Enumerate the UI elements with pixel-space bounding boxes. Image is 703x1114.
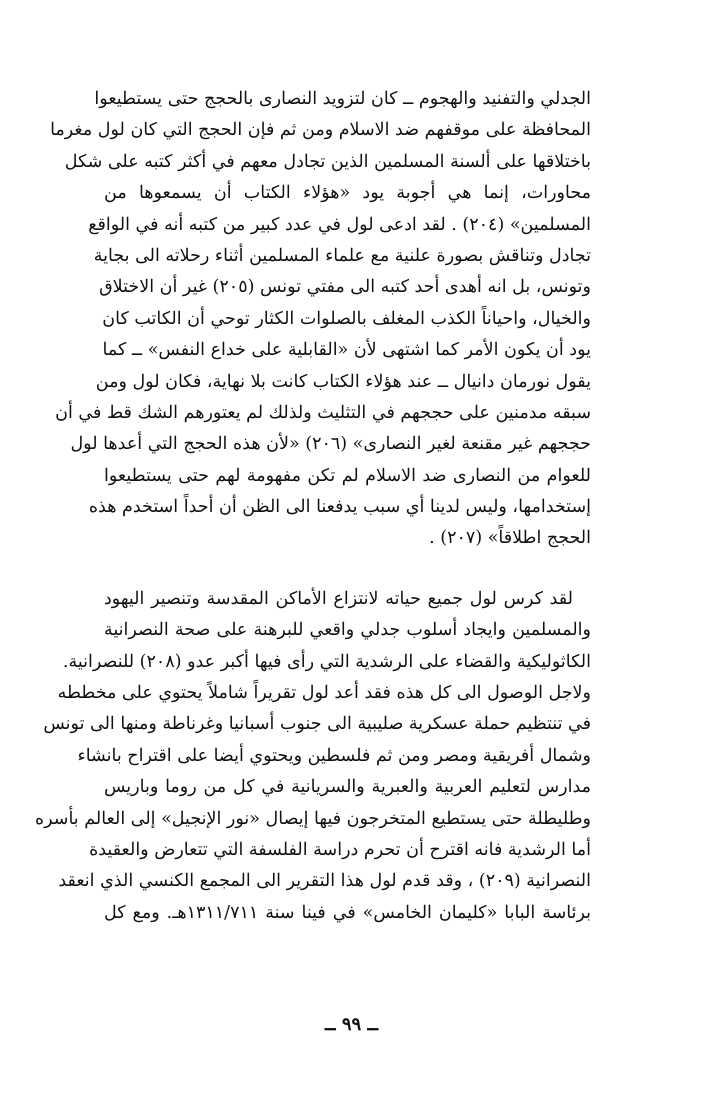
text-line: إستخدامها، وليس لدينا أي سبب يدفعنا الى الظن أن أحداً استخدم هذه [88,497,591,518]
text-line: والمسلمين وايجاد أسلوب جدلي واقعي للبرهنة على صحة النصرانية [104,620,591,641]
text-line: محاورات، إنما هي أجوبة يود «هؤلاء الكتاب أن يسمعوها من [104,183,591,204]
paragraph-gap [104,555,591,584]
text-line: المحافظة على موقفهم ضد الاسلام ومن ثم فإن الحجج التي كان لول مغرما [50,120,591,141]
paragraph-1 [50,84,591,555]
text-line: والخيال، واحياناً الكذب المغلف بالصلوات الكثار توحي أن الكاتب كان [102,308,591,329]
text-line: الحجج اطلاقاً» (٢٠٧) . [429,528,591,549]
text-line: يود أن يكون الأمر كما اشتهى لأن «القابلية على خداع النفس» ــ كما [102,340,591,361]
text-line: وطليطلة حتى يستطيع المتخرجون فيها إيصال «نور الإنجيل» إلى العالم بأسره [34,808,591,829]
text-line: لقد كرس لول جميع حياته لانتزاع الأماكن المقدسة وتنصير اليهود [104,588,573,609]
text-line: مدارس لتعليم العربية والعبرية والسريانية في كل من روما وباريس [104,777,591,798]
text-line: في تنتظيم حملة عسكرية صليبية الى جنوب أسبانيا وغرناطة ومنها الى تونس [43,714,591,735]
text-line: للعوام من النصارى ضد الاسلام لم تكن مفهومة لهم حتى يستطيعوا [104,465,591,486]
text-line: المسلمين» (٢٠٤) . لقد ادعى لول في عدد كبير من كتبه أنه في الواقع [88,214,591,235]
text-line: تجادل وتناقش بصورة علنية مع علماء المسلمين أثناء رحلاته الى بجاية [93,245,591,266]
text-line: حججهم غير مقنعة لغير النصارى» (٢٠٦) «لأن هذه الحجج التي أعدها لول [70,434,591,455]
text-line: الجدلي والتفنيد والهجوم ــ كان لتزويد النصارى بالحجج حتى يستطيعوا [94,89,591,109]
text-line: سبقه مدمنين على حججهم في التثليث ولذلك لم يعتورهم الشك قط في أن [55,402,591,423]
text-line: الكاثوليكية والقضاء على الرشدية التي رأى فيها أكبر عدو (٢٠٨) للنصرانية. [62,651,591,672]
text-line: وتونس، بل انه أهدى أحد كتبه الى مفتي تونس (٢٠٥) غير أن الاختلاق [99,277,591,298]
text-line: برئاسة البابا «كليمان الخامس» في فينا سنة ١٣١١/٧١١هـ. ومع كل [104,902,591,923]
paragraph-2 [34,584,591,929]
text-line: ولاجل الوصول الى كل هذه فقد أعد لول تقريراً شاملاً يحتوي على مخططه [57,683,591,704]
text-line: باختلاقها على ألسنة المسلمين الذين تجادل معهم في أكثر كتبه على شكل [64,151,591,172]
text-line: يقول نورمان دانيال ــ عند هؤلاء الكتاب كانت بلا نهاية، فكان لول ومن [95,371,591,392]
text-line: وشمال أفريقية ومصر ومن ثم فلسطين ويحتوي أيضا على اقتراح بانشاء [77,745,591,766]
text-line: أما الرشدية فانه اقترح أن تحرم دراسة الفلسفة التي تتعارض والعقيدة [89,839,591,860]
page-number: ــ ٩٩ ــ [325,1014,378,1035]
text-line: النصرانية (٢٠٩) ، وقد قدم لول هذا التقرير الى المجمع الكنسي الذي انعقد [58,871,591,892]
